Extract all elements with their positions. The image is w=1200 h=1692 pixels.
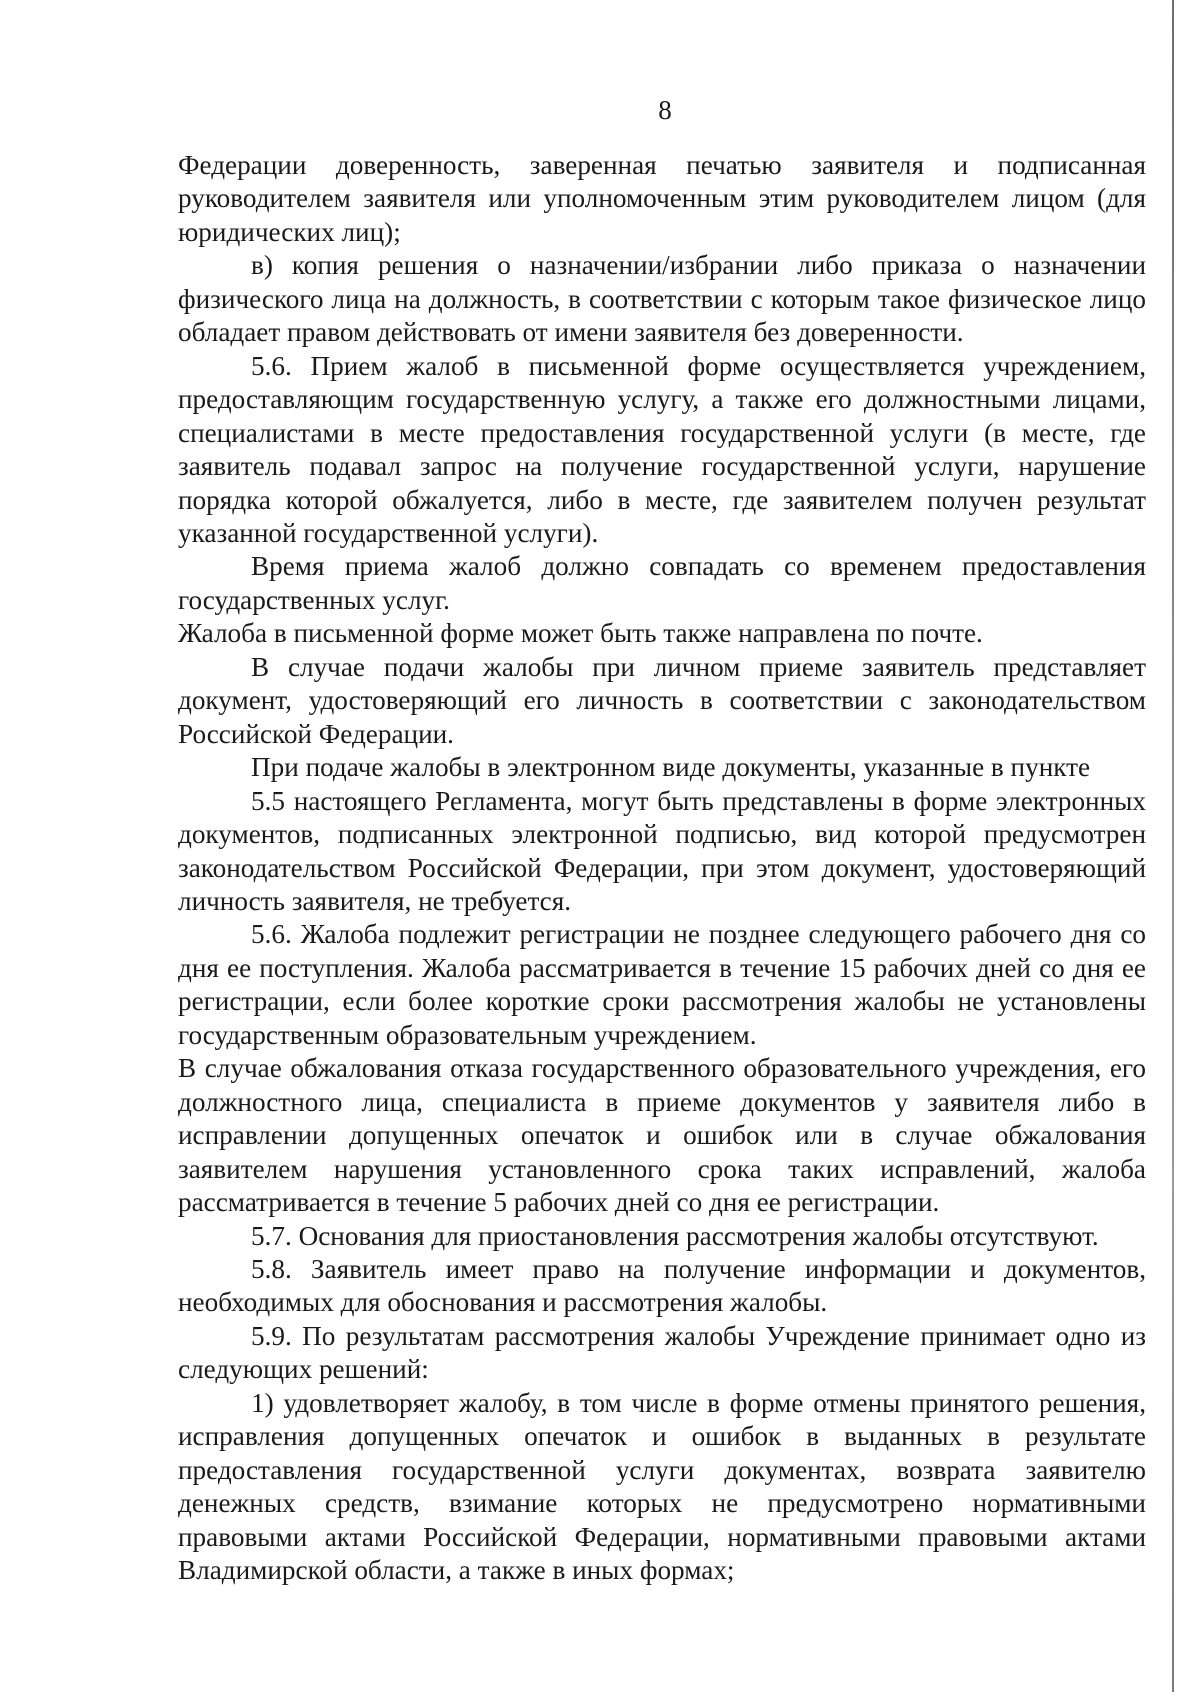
- scan-edge-line: [1172, 0, 1174, 1692]
- paragraph-11: 5.7. Основания для приостановления рассмотрения жалобы отсутствуют.: [251, 1220, 1099, 1251]
- paragraph-10: В случае обжалования отказа государственного образовательного учреждения, его должностного лица, специалиста в приеме документов у заявителя либо в исправлении допущенных опечаток и ошибок или в случае обжалования заявителем нарушения установленного срока таких исправлений, жалоба рассматривается в течение 5 рабочих дней со дня ее регистрации.: [178, 1053, 1146, 1218]
- paragraph-13: 5.9. По результатам рассмотрения жалобы Учреждение принимает одно из следующих решений:: [178, 1320, 1146, 1385]
- paragraph-2: в) копия решения о назначении/избрании либо приказа о назначении физического лица на должность, в соответствии с которым такое физическое лицо обладает правом действовать от имени заявителя без доверенности.: [178, 250, 1146, 348]
- paragraph-9: 5.6. Жалоба подлежит регистрации не позднее следующего рабочего дня со дня ее поступления. Жалоба рассматривается в течение 15 рабочих дней со дня ее регистрации, если более короткие сроки рассмотрения жалобы не установлены государственным образовательным учреждением.: [178, 919, 1146, 1050]
- paragraph-12: 5.8. Заявитель имеет право на получение информации и документов, необходимых для обоснования и рассмотрения жалобы.: [178, 1253, 1146, 1318]
- paragraph-5: Жалоба в письменной форме может быть также направлена по почте.: [178, 618, 983, 649]
- paragraph-3: 5.6. Прием жалоб в письменной форме осуществляется учреждением, предоставляющим государственную услугу, а также его должностными лицами, специалистами в месте предоставления государственной услуги (в месте, где заявитель подавал запрос на получение государственной услуги, нарушение порядка которой обжалуется, либо в месте, где заявителем получен результат указанной государственной услуги).: [178, 350, 1146, 548]
- document-body: [178, 149, 1146, 1587]
- paragraph-4: Время приема жалоб должно совпадать со временем предоставления государственных услуг.: [178, 551, 1146, 615]
- paragraph-8: 5.5 настоящего Регламента, могут быть представлены в форме электронных документов, подписанных электронной подписью, вид которой предусмотрен законодательством Российской Федерации, при этом документ, удостоверяющий личность заявителя, не требуется.: [178, 785, 1146, 916]
- paragraph-7: При подаче жалобы в электронном виде документы, указанные в пункте: [251, 752, 1091, 783]
- paragraph-6: В случае подачи жалобы при личном приеме заявитель представляет документ, удостоверяющий его личность в соответствии с законодательством Российской Федерации.: [178, 651, 1146, 749]
- page-number: 8: [658, 95, 672, 125]
- paragraph-14: 1) удовлетворяет жалобу, в том числе в форме отмены принятого решения, исправления допущенных опечаток и ошибок в выданных в результате предоставления государственной услуги документах, возврата заявителю денежных средств, взимание которых не предусмотрено нормативными правовыми актами Российской Федерации, нормативными правовыми актами Владимирской области, а также в иных формах;: [178, 1387, 1146, 1586]
- paragraph-1: Федерации доверенность, заверенная печатью заявителя и подписанная руководителем заявителя или уполномоченным этим руководителем лицом (для юридических лиц);: [178, 150, 1146, 247]
